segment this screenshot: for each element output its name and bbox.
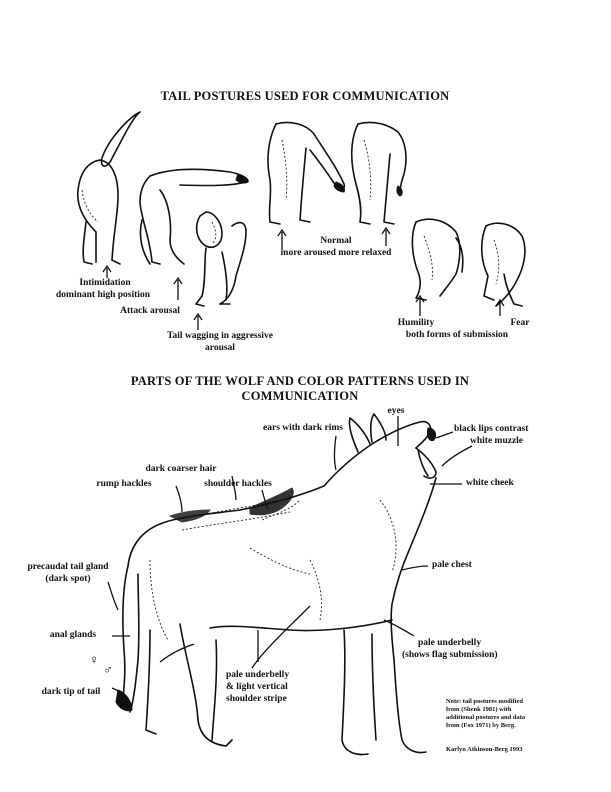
- label-eyes: eyes: [387, 406, 405, 416]
- label-shoulder-hackles: shoulder hackles: [204, 479, 272, 489]
- female-symbol: ♀: [89, 652, 99, 667]
- note-line-1: Note: tail postures modified: [446, 698, 523, 705]
- label-both-forms-submission: both forms of submission: [405, 330, 509, 340]
- note-line-4: from (Fox 1971) by Berg.: [446, 722, 516, 729]
- label-dark-spot: (dark spot): [45, 574, 91, 584]
- label-tail-wagging: Tail wagging in aggressive: [167, 331, 273, 341]
- label-fear: Fear: [510, 318, 530, 328]
- label-anal-glands: anal glands: [49, 630, 97, 640]
- wolf-tail-wagging-figure: [196, 212, 246, 306]
- wolf-fear-figure: [482, 223, 525, 306]
- label-pale-underbelly-light-3: shoulder stripe: [226, 694, 287, 704]
- label-white-cheek: white cheek: [466, 478, 514, 488]
- label-pale-chest: pale chest: [432, 560, 472, 570]
- label-pale-underbelly-right: pale underbelly: [418, 638, 482, 648]
- label-arousal: arousal: [205, 343, 235, 353]
- author-credit: Karlyn Atkinson-Berg 1993: [446, 746, 523, 753]
- wolf-relaxed-figure: [352, 122, 406, 224]
- note-line-3: additional postures and data: [446, 714, 526, 721]
- tail-postures-title: TAIL POSTURES USED FOR COMMUNICATION: [160, 89, 450, 103]
- wolf-attack-figure: [140, 169, 248, 264]
- male-symbol: ♂: [103, 662, 113, 677]
- label-humility: Humility: [397, 318, 435, 328]
- label-black-lips: black lips contrast: [454, 424, 529, 434]
- note-line-2: from (Shenk 1981) with: [446, 706, 512, 713]
- label-normal: Normal: [320, 236, 352, 246]
- label-white-muzzle: white muzzle: [470, 436, 524, 446]
- label-dominant-high-position: dominant high position: [56, 290, 150, 300]
- label-ears-dark-rims: ears with dark rims: [263, 423, 343, 433]
- attribution-note: [446, 698, 596, 730]
- label-pale-underbelly-light-2: & light vertical: [226, 682, 288, 692]
- label-precaudal-tail-gland: precaudal tail gland: [27, 562, 109, 572]
- label-rump-hackles: rump hackles: [96, 479, 152, 489]
- label-intimidation: Intimidation: [79, 278, 131, 288]
- wolf-intimidation-figure: [78, 112, 140, 264]
- wolf-humility-figure: [412, 219, 462, 300]
- label-attack-arousal: Attack arousal: [120, 306, 180, 316]
- wolf-normal-aroused-figure: [268, 122, 345, 224]
- label-dark-tip-of-tail: dark tip of tail: [41, 687, 101, 697]
- label-more-aroused-relaxed: more aroused more relaxed: [280, 248, 392, 258]
- label-shows-flag-submission: (shows flag submission): [402, 650, 498, 660]
- label-pale-underbelly-light-1: pale underbelly: [226, 670, 290, 680]
- parts-of-wolf-title-line2: COMMUNICATION: [241, 389, 359, 403]
- label-dark-coarser-hair: dark coarser hair: [145, 464, 217, 474]
- parts-of-wolf-title-line1: PARTS OF THE WOLF AND COLOR PATTERNS USED IN: [130, 374, 470, 388]
